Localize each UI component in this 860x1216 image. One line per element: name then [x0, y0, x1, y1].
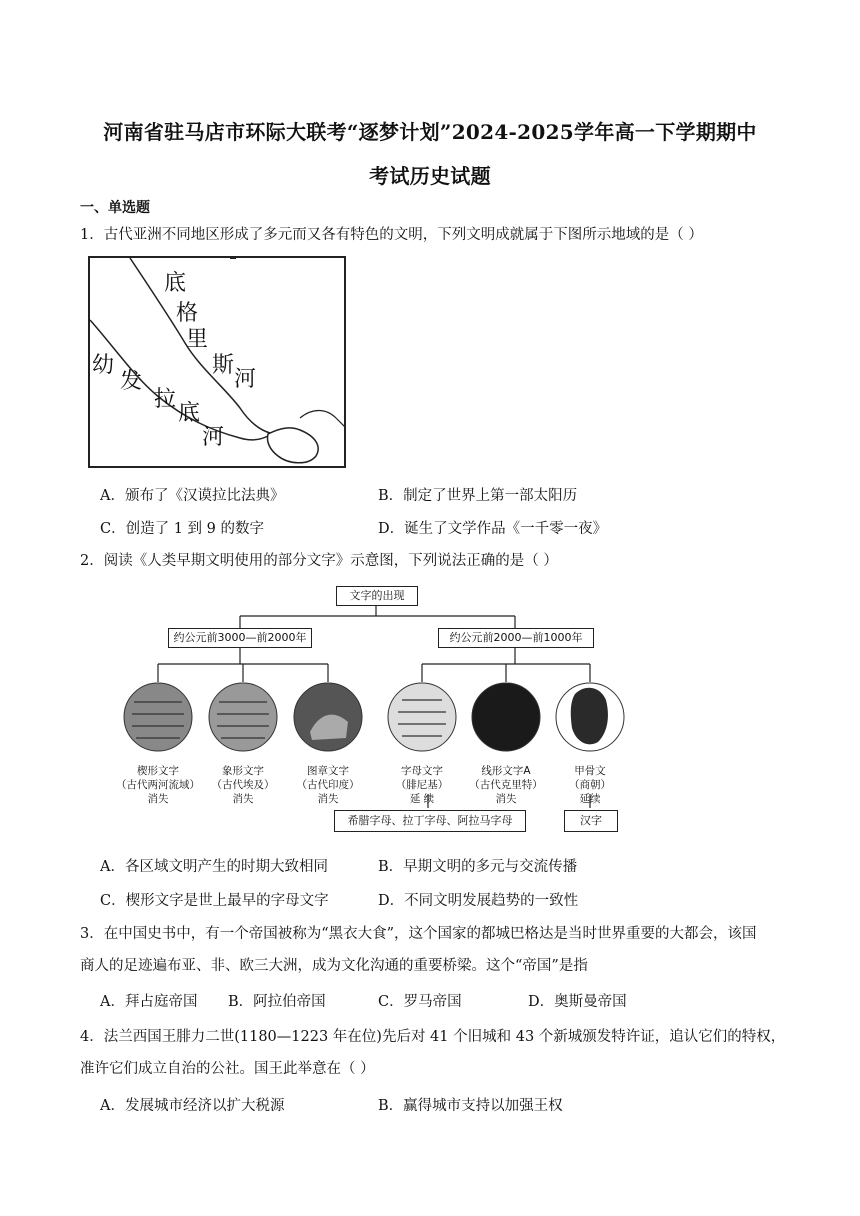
map-label-euphrates-1: 幼: [92, 353, 115, 378]
map-label-tigris-4: 斯: [212, 353, 235, 378]
diagram-period-left: 约公元前3000—前2000年: [168, 628, 312, 648]
map-label-euphrates-4: 底: [178, 401, 201, 426]
diagram-period-right: 约公元前2000—前1000年: [438, 628, 594, 648]
q4-stem-line1: 4．法兰西国王腓力二世(1180—1223 年在位)先后对 41 个旧城和 43 个新城颁发特许证，追认它们的特权，: [80, 1029, 786, 1045]
q2-option-b[interactable]: B．早期文明的多元与交流传播: [378, 859, 578, 875]
q3-option-b[interactable]: B．阿拉伯帝国: [228, 994, 326, 1010]
diagram-bottom-hanzi: 汉字: [564, 810, 618, 832]
map-label-tigris-5: 河: [234, 367, 257, 392]
map-label-euphrates-2: 发: [120, 369, 143, 394]
q2-option-c[interactable]: C．楔形文字是世上最早的字母文字: [100, 893, 329, 909]
q1-stem: 1．古代亚洲不同地区形成了多元而又各有特色的文明，下列文明成就属于下图所示地域的是（ ）: [80, 227, 703, 243]
map-label-tigris-3: 里: [186, 327, 209, 352]
script-caption-seal: 图章文字 （古代印度） 消失: [296, 765, 360, 805]
q1-option-a[interactable]: A．颁布了《汉谟拉比法典》: [100, 488, 285, 504]
q2-stem: 2．阅读《人类早期文明使用的部分文字》示意图，下列说法正确的是（ ）: [80, 553, 558, 569]
diagram-root: 文字的出现: [336, 586, 418, 606]
q2-diagram: [116, 582, 640, 838]
q3-option-c[interactable]: C．罗马帝国: [378, 994, 462, 1010]
map-label-tigris-1: 底: [164, 271, 187, 296]
q1-option-d[interactable]: D．诞生了文学作品《一千零一夜》: [378, 521, 608, 537]
script-caption-alphabet: 字母文字 （腓尼基） 延 续: [395, 765, 449, 805]
q1-option-c[interactable]: C．创造了 1 到 9 的数字: [100, 521, 264, 537]
q1-map: [88, 256, 346, 468]
q4-option-b[interactable]: B．赢得城市支持以加强王权: [378, 1098, 563, 1114]
q3-stem-line1: 3．在中国史书中，有一个帝国被称为“黑衣大食”，这个国家的都城巴格达是当时世界重要的大都会，该国: [80, 926, 757, 942]
script-caption-cuneiform: 楔形文字 （古代两河流域） 消失: [116, 765, 200, 805]
q2-option-d[interactable]: D．不同文明发展趋势的一致性: [378, 893, 579, 909]
doc-title-line1: 河南省驻马店市环际大联考“逐梦计划”2024-2025学年高一下学期期中: [103, 120, 757, 144]
q2-option-a[interactable]: A．各区域文明产生的时期大致相同: [100, 859, 328, 875]
section-heading: 一、单选题: [80, 200, 150, 216]
q3-stem-line2: 商人的足迹遍布亚、非、欧三大洲，成为文化沟通的重要桥梁。这个“帝国”是指: [80, 958, 588, 974]
doc-title-line2: 考试历史试题: [369, 164, 491, 188]
q1-option-b[interactable]: B．制定了世界上第一部太阳历: [378, 488, 578, 504]
q4-stem-line2: 准许它们成立自治的公社。国王此举意在（ ）: [80, 1061, 375, 1077]
map-label-euphrates-5: 河: [202, 425, 225, 450]
map-label-euphrates-3: 拉: [154, 387, 177, 412]
script-caption-oracle-bone: 甲骨文 （商朝） 延续: [569, 765, 611, 805]
q4-option-a[interactable]: A．发展城市经济以扩大税源: [100, 1098, 285, 1114]
script-caption-hieroglyph: 象形文字 （古代埃及） 消失: [211, 765, 275, 805]
q3-option-a[interactable]: A．拜占庭帝国: [100, 994, 198, 1010]
q3-option-d[interactable]: D．奥斯曼帝国: [528, 994, 627, 1010]
script-images: [124, 683, 624, 751]
map-label-tigris-2: 格: [176, 301, 199, 326]
diagram-bottom-alphabets: 希腊字母、拉丁字母、阿拉马字母: [334, 810, 526, 832]
script-caption-linear-a: 线形文字A （古代克里特） 消失: [469, 765, 543, 805]
